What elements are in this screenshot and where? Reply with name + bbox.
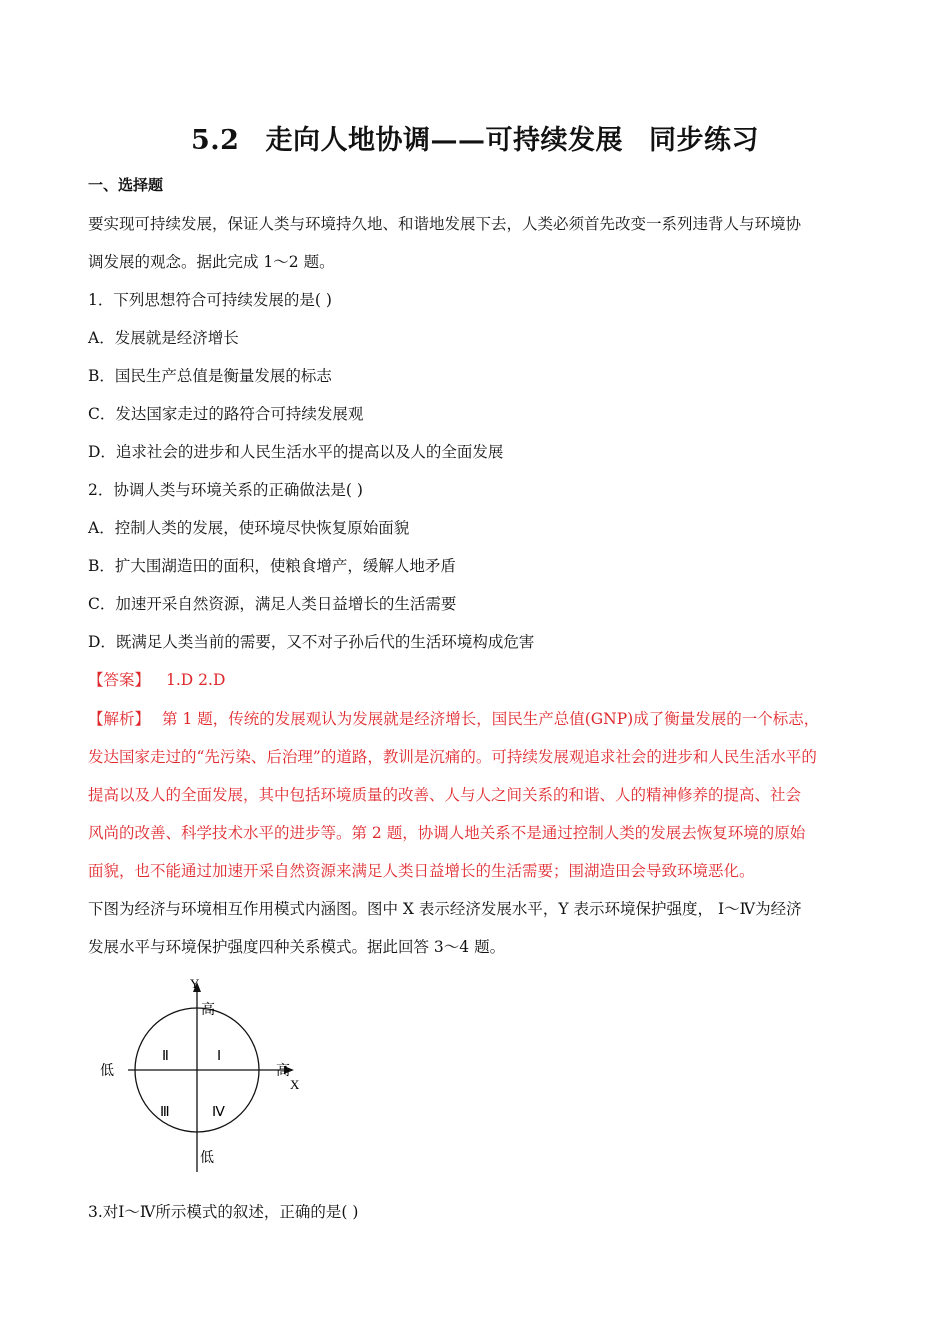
answer-text: 1.D 2.D	[166, 671, 226, 689]
x-high-label: 高	[276, 1063, 290, 1079]
x-low-label: 低	[100, 1063, 114, 1079]
intro-line: 下图为经济与环境相互作用模式内涵图。图中 X 表示经济发展水平，Y 表示环境保护强度， Ⅰ～Ⅳ为经济	[88, 900, 802, 918]
analysis-label: 【解析】	[88, 710, 151, 728]
option-d: D．既满足人类当前的需要，又不对子孙后代的生活环境构成危害	[88, 633, 535, 651]
question-stem: 3.对Ⅰ～Ⅳ所示模式的叙述，正确的是( )	[88, 1203, 359, 1221]
option-c: C．加速开采自然资源，满足人类日益增长的生活需要	[88, 595, 457, 613]
y-axis-label: Y	[190, 976, 200, 991]
quadrant-3-label: Ⅲ	[160, 1105, 170, 1120]
analysis-line	[88, 707, 819, 729]
title-main: 走向人地协调——可持续发展	[265, 125, 623, 156]
answer-line	[88, 668, 225, 690]
analysis-text: 第 1 题，传统的发展观认为发展就是经济增长，国民生产总值(GNP)成了衡量发展的一个标志，	[162, 710, 820, 728]
analysis-line: 面貌，也不能通过加速开采自然资源来满足人类日益增长的生活需要；围湖造田会导致环境恶化。	[88, 862, 755, 880]
x-axis-label: X	[290, 1077, 300, 1092]
y-low-label: 低	[200, 1150, 214, 1166]
quadrant-4-label: Ⅳ	[212, 1105, 225, 1120]
answer-label: 【答案】	[88, 671, 151, 689]
option-a: A．控制人类的发展，使环境尽快恢复原始面貌	[88, 519, 410, 537]
analysis-line: 风尚的改善、科学技术水平的进步等。第 2 题，协调人地关系不是通过控制人类的发展去恢复环境的原始	[88, 824, 806, 842]
intro-line: 要实现可持续发展，保证人类与环境持久地、和谐地发展下去，人类必须首先改变一系列违背人与环境协	[88, 215, 802, 233]
option-b: B．国民生产总值是衡量发展的标志	[88, 367, 332, 385]
title-number: 5.2	[191, 125, 240, 156]
option-c: C．发达国家走过的路符合可持续发展观	[88, 405, 364, 423]
intro-line: 发展水平与环境保护强度四种关系模式。据此回答 3～4 题。	[88, 938, 506, 956]
y-high-label: 高	[201, 1002, 215, 1018]
title-suffix: 同步练习	[648, 125, 759, 156]
quadrant-2-label: Ⅱ	[162, 1049, 169, 1064]
page-title	[0, 118, 950, 157]
quadrant-1-label: Ⅰ	[217, 1049, 222, 1064]
question-stem: 1．下列思想符合可持续发展的是( )	[88, 291, 332, 309]
economy-environment-diagram	[90, 972, 320, 1177]
option-a: A．发展就是经济增长	[88, 329, 239, 347]
intro-line: 调发展的观念。据此完成 1～2 题。	[88, 253, 335, 271]
analysis-line: 提高以及人的全面发展，其中包括环境质量的改善、人与人之间关系的和谐、人的精神修养的提高、社会	[88, 786, 802, 804]
option-b: B．扩大围湖造田的面积，使粮食增产，缓解人地矛盾	[88, 557, 456, 575]
section-heading: 一、选择题	[88, 176, 164, 194]
question-stem: 2．协调人类与环境关系的正确做法是( )	[88, 481, 363, 499]
analysis-line: 发达国家走过的“先污染、后治理”的道路，教训是沉痛的。可持续发展观追求社会的进步和人民生活水平的	[88, 748, 817, 766]
option-d: D．追求社会的进步和人民生活水平的提高以及人的全面发展	[88, 443, 504, 461]
